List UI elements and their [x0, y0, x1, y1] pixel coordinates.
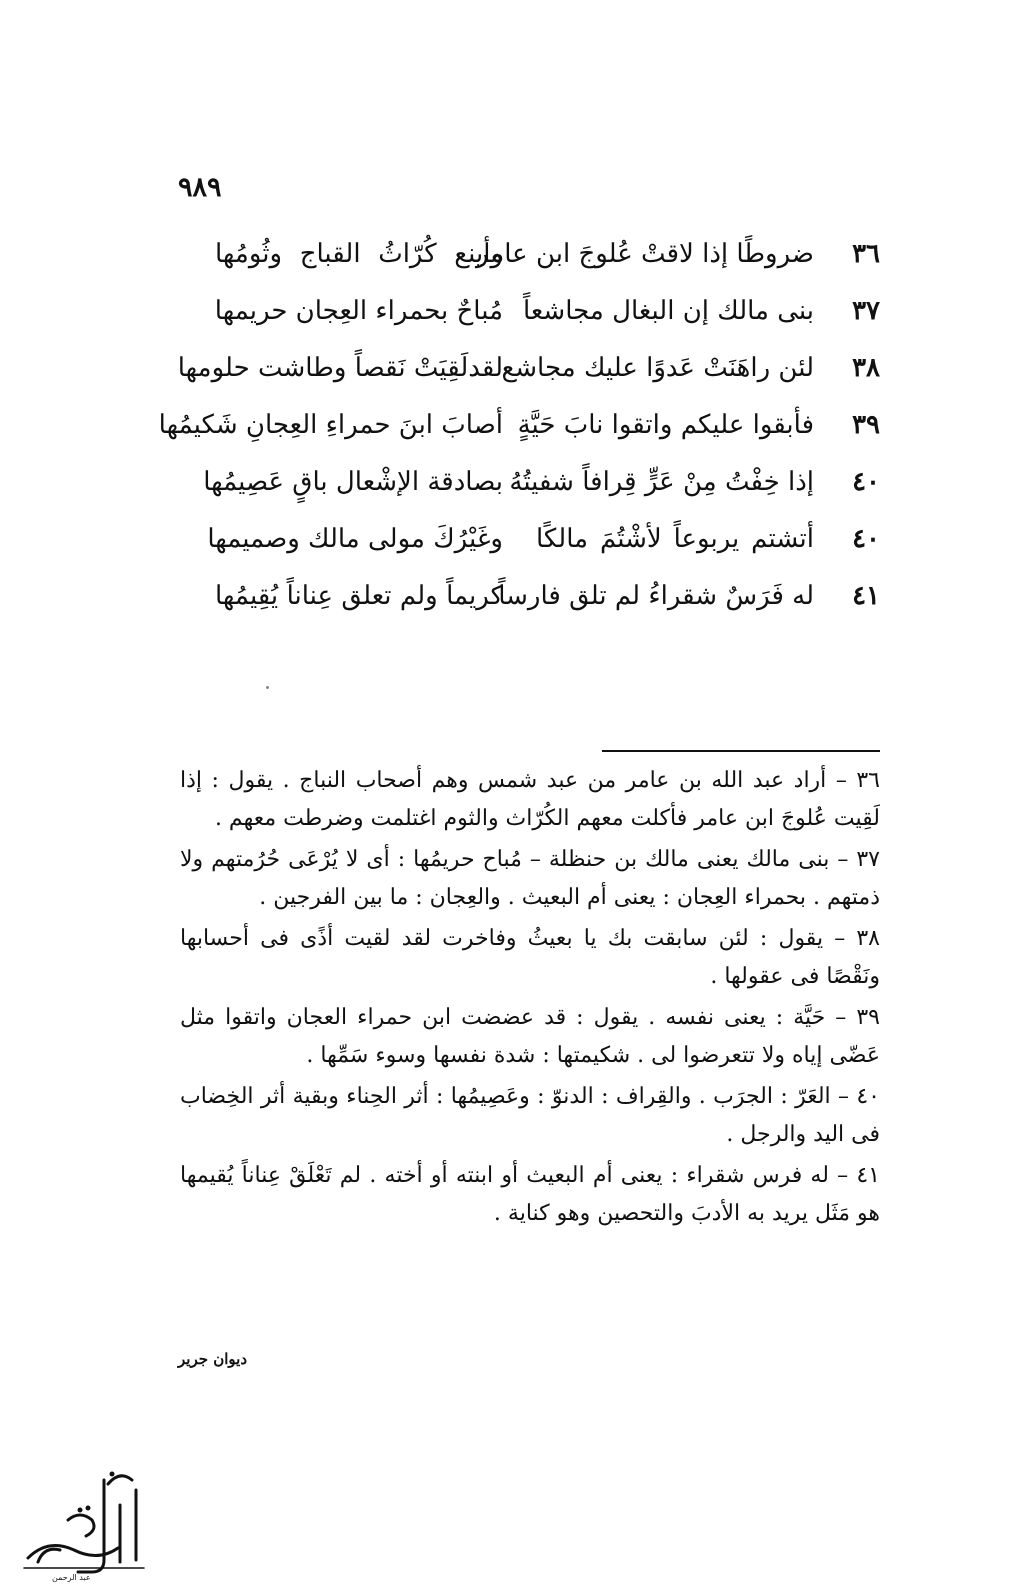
- verse-number: ٤١: [852, 581, 880, 611]
- verse-second-hemistich: لقدلَقِيَتْ نَقصاً وطاشت حلومها: [177, 353, 503, 383]
- footnote-37: ٣٧ – بنى مالك يعنى مالك بن حنظلة – مُباح حريمُها : أى لا يُرْعَى حُرُمتهم ولا ذمتهم . بحمراء العِجان : يعنى أم البعيث . والعِجان : ما بين الفرجين .: [180, 847, 880, 910]
- footnote-41: ٤١ – له فرس شقراء : يعنى أم البعيث أو ابنته أو أخته . لم تَعْلَقْ عِناناً يُقيمها هو مَثَل يريد به الأدبَ والتحصين وهو كناية .: [180, 1163, 880, 1226]
- poem-verses: [158, 226, 880, 625]
- book-title-footer: ديوان جرير: [178, 1350, 248, 1368]
- verse-number: ٣٩: [852, 410, 880, 440]
- svg-text:عبد الرحمن: عبد الرحمن: [52, 1573, 91, 1582]
- verse-second-hemistich: أصابَ ابنَ حمراءِ العِجانِ شَكيمُها: [158, 410, 503, 440]
- footnote-40: ٤٠ – العَرّ : الجرَب . والقِراف : الدنوّ : وعَصِيمُها : أثر الحِناء وبقية أثر الخِضاب فى اليد والرجل .: [180, 1084, 880, 1147]
- verse-40: [203, 454, 880, 511]
- verse-38: [177, 340, 880, 397]
- verse-first-hemistich: إذا خِفْتُ مِنْ عَرٍّ قِرافاً شفيتُهُ: [509, 467, 814, 497]
- footnote-39: ٣٩ – حَيَّة : يعنى نفسه . يقول : قد عضضت ابن حمراء العجان واتقوا مثل عَضّى إياه ولا تتعرضوا لى . شكيمتها : شدة نفسها وسوء سَمِّها .: [180, 1005, 880, 1068]
- verse-first-hemistich: بنى مالك إن البغال مجاشعاً: [522, 296, 814, 326]
- footnotes: [180, 762, 880, 1236]
- page-number: ٩٨٩: [178, 172, 222, 203]
- print-speck: [266, 686, 269, 689]
- verse-40b: [207, 511, 880, 568]
- verse-second-hemistich: بصادقة الإشْعال باقٍ عَصِيمُها: [203, 467, 503, 497]
- footnote-38: ٣٨ – يقول : لئن سابقت بك يا بعيثُ وفاخرت لقد لقيت أذًى فى أحسابها ونَقْصًا فى عقولها .: [180, 926, 880, 989]
- library-seal-logo: [8, 1450, 158, 1582]
- verse-second-hemistich: وغَيْرُكَ مولى مالك وصميمها: [207, 524, 503, 554]
- verse-first-hemistich: فأبقوا عليكم واتقوا نابَ حَيَّةٍ: [517, 410, 814, 440]
- verse-41: [215, 568, 880, 625]
- verse-second-hemistich: كريماً ولم تعلق عِناناً يُقِيمُها: [215, 581, 503, 611]
- verse-number: ٤٠: [852, 524, 880, 554]
- verse-second-hemistich: مُباحٌ بحمراء العِجان حريمها: [214, 296, 503, 326]
- verse-number: ٣٧: [852, 296, 880, 326]
- verse-first-hemistich: ضروطًا إذا لاقتْ عُلوجَ ابن عامر: [475, 239, 814, 269]
- verse-37: [215, 283, 880, 340]
- verse-39: [158, 397, 880, 454]
- verse-number: ٣٨: [852, 353, 880, 383]
- footnote-36: ٣٦ – أراد عبد الله بن عامر من عبد شمس وهم أصحاب النباج . يقول : إذا لَقِيت عُلوجَ ابن عامر فأكلت معهم الكُرّاث والثوم اغتلمت وضرطت معهم .: [180, 768, 880, 831]
- verse-first-hemistich: لئن راهَنَتْ عَدوًا عليك مجاشع: [501, 353, 814, 383]
- verse-first-hemistich: أتشتم يربوعاً لأشْتُمَ مالكًا: [536, 524, 814, 554]
- verse-first-hemistich: له فَرَسٌ شقراءُ لم تلق فارساً: [498, 581, 814, 611]
- verse-number: ٤٠: [852, 467, 880, 497]
- verse-number: ٣٦: [852, 239, 880, 269]
- verse-second-hemistich: وأينع كُرّاثُ القباج وثُومُها: [215, 239, 503, 269]
- footnote-divider: [602, 750, 880, 752]
- verse-36: [215, 226, 880, 283]
